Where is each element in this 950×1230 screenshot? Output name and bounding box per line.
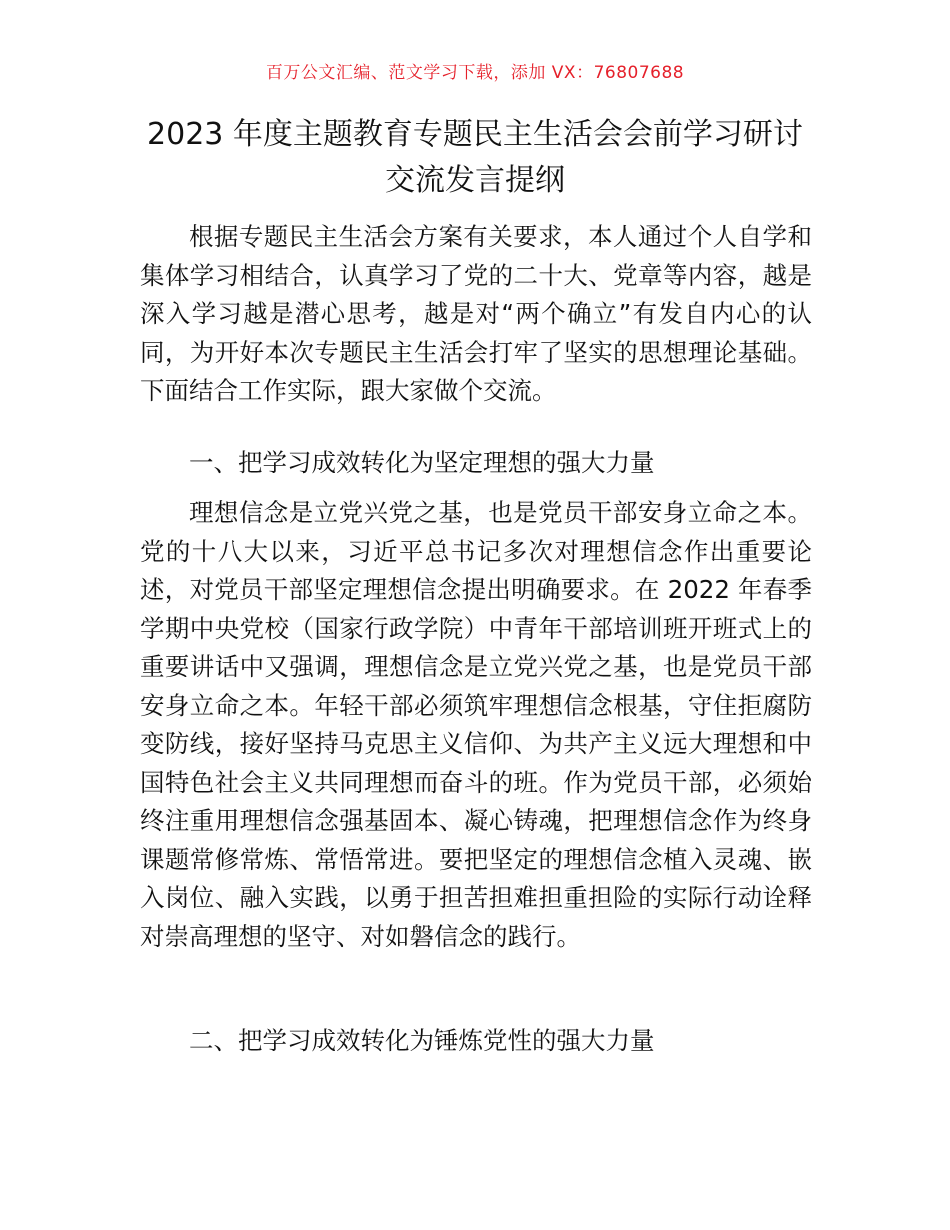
document-title: 2023 年度主题教育专题民主生活会会前学习研讨交流发言提纲 [147,117,803,198]
header-contact-note: 百万公文汇编、范文学习下载，添加 VX：76807688 [265,63,685,83]
section-heading-1: 一、把学习成效转化为坚定理想的强大力量 [189,448,655,477]
section-heading-2: 二、把学习成效转化为锤炼党性的强大力量 [189,1026,655,1055]
section-1-paragraph: 理想信念是立党兴党之基，也是党员干部安身立命之本。党的十八大以来，习近平总书记多次对理想信念作出重要论述，对党员干部坚定理想信念提出明确要求。在 2022 年春季学期中央党校（国家行政学院）中青年干部培训班开班式上的重要讲话中又强调，理想信念是立党兴党之基，也是党员干部安身立命之本。年轻干部必须筑牢理想信念根基，守住拒腐防变防线，接好坚持马克思主义信仰、为共产主义远大理想和中国特色社会主义共同理想而奋斗的班。作为党员干部，必须始终注重用理想信念强基固本、凝心铸魂，把理想信念作为终身课题常修常炼、常悟常进。要把坚定的理想信念植入灵魂、嵌入岗位、融入实践，以勇于担苦担难担重担险的实际行动诠释对崇高理想的坚守、对如磐信念的践行。 [140,498,812,951]
intro-paragraph: 根据专题民主生活会方案有关要求，本人通过个人自学和集体学习相结合，认真学习了党的二十大、党章等内容，越是深入学习越是潜心思考，越是对“两个确立”有发自内心的认同，为开好本次专题民主生活会打牢了坚实的思想理论基础。下面结合工作实际，跟大家做个交流。 [140,222,812,405]
